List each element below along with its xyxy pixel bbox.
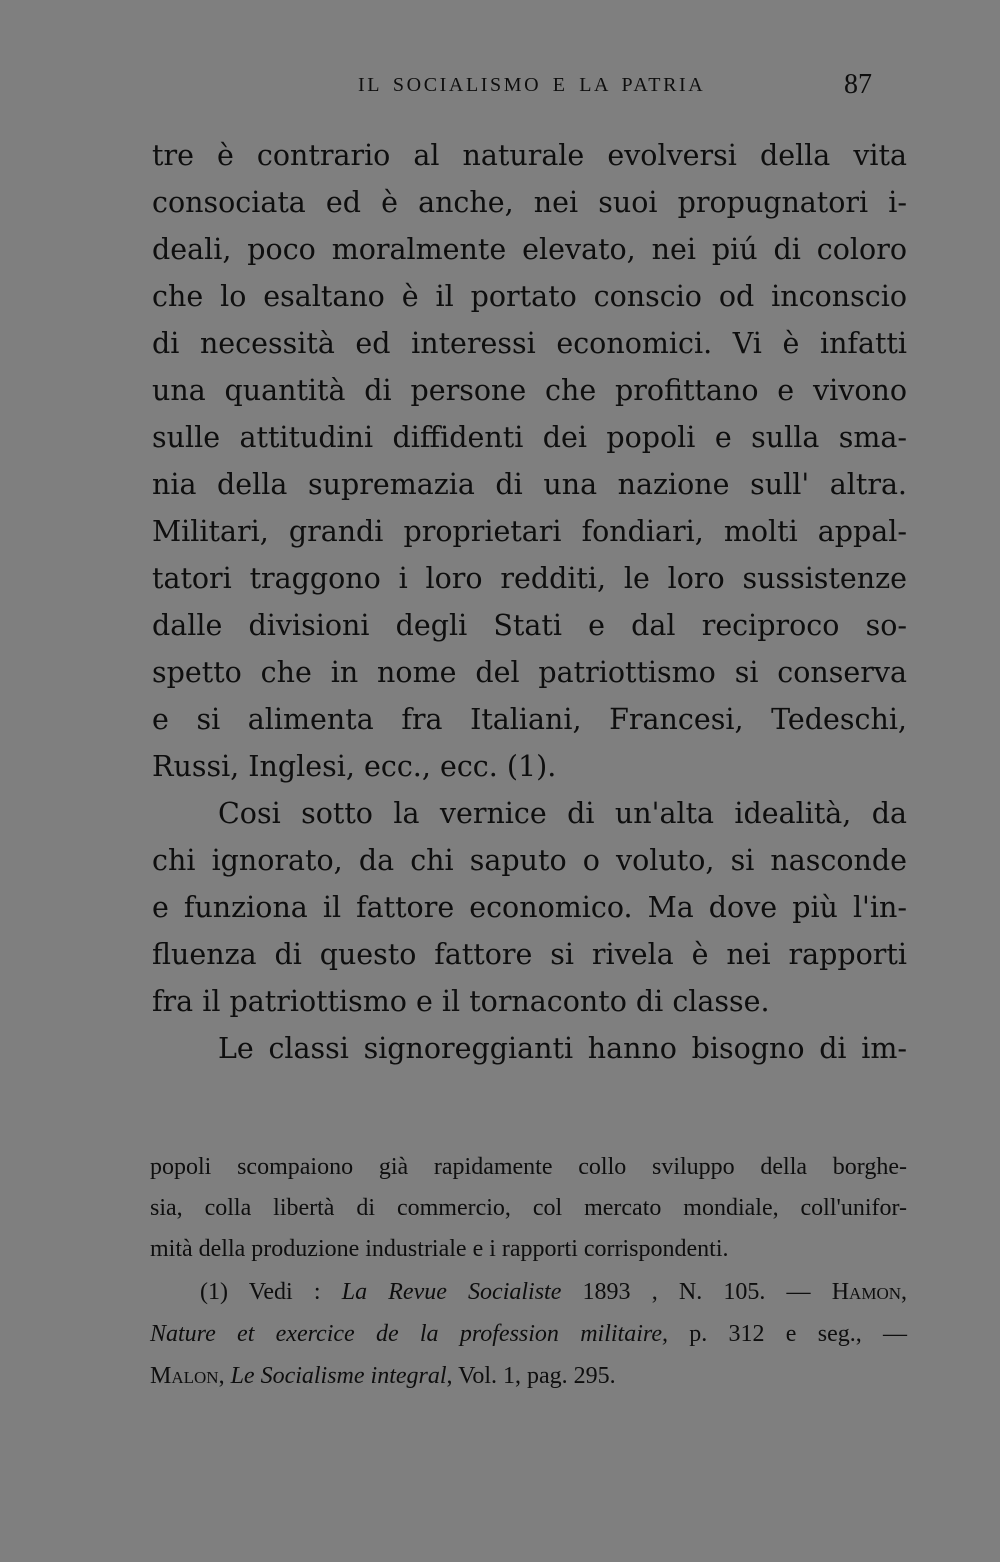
body-line: e si alimenta fra Italiani, Francesi, Tedeschi, xyxy=(152,703,907,736)
body-line: una quantità di persone che profittano e vivono xyxy=(152,374,907,407)
body-line: fra il patriottismo e il tornaconto di classe. xyxy=(152,985,770,1018)
body-line: chi ignorato, da chi saputo o voluto, si nasconde xyxy=(152,844,907,877)
body-line: Cosi sotto la vernice di un'alta idealità, da xyxy=(218,797,907,830)
body-line: dalle divisioni degli Stati e dal reciproco so- xyxy=(152,609,907,642)
citation-text: , Vol. 1, pag. 295. xyxy=(446,1363,616,1389)
footnote-1-line xyxy=(200,1274,907,1310)
body-line: tatori traggono i loro redditi, le loro sussistenze xyxy=(152,562,907,595)
body-line: sulle attitudini diffidenti dei popoli e sulla sma- xyxy=(152,421,907,454)
citation-text: p. 312 e seg., — xyxy=(667,1321,907,1347)
footnote-marker-text: (1) Vedi : xyxy=(200,1279,342,1305)
footnote-1-line xyxy=(150,1316,907,1352)
body-line: di necessità ed interessi economici. Vi è infatti xyxy=(152,327,907,360)
body-line: spetto che in nome del patriottismo si conserva xyxy=(152,656,907,689)
journal-title: La Revue Socialiste xyxy=(341,1279,562,1305)
body-line: che lo esaltano è il portato conscio od inconscio xyxy=(152,280,907,313)
citation-text: , xyxy=(218,1363,231,1389)
body-line: Militari, grandi proprietari fondiari, molti appal- xyxy=(152,515,907,548)
book-title: Nature et exercice de la profession militaire, xyxy=(150,1321,668,1347)
author-name: Hamon xyxy=(831,1279,901,1305)
body-line: Le classi signoreggianti hanno bisogno di im- xyxy=(218,1032,907,1065)
body-line: fluenza di questo fattore si rivela è nei rapporti xyxy=(152,938,907,971)
page-number: 87 xyxy=(844,69,872,100)
footnote-continuation-line: popoli scompaiono già rapidamente collo sviluppo della borghe- xyxy=(150,1154,907,1180)
footnote-continuation-line: mità della produzione industriale e i rapporti corrispondenti. xyxy=(150,1236,729,1262)
running-head xyxy=(0,60,1000,110)
running-title: IL SOCIALISMO E LA PATRIA xyxy=(358,74,706,96)
citation-text: , xyxy=(901,1279,907,1305)
footnote-1-line xyxy=(150,1358,907,1394)
body-line: consociata ed è anche, nei suoi propugnatori i- xyxy=(152,186,907,219)
body-line: Russi, Inglesi, ecc., ecc. (1). xyxy=(152,750,557,783)
body-line: tre è contrario al naturale evolversi della vita xyxy=(152,139,907,172)
author-name: Malon xyxy=(150,1363,219,1389)
body-line: e funziona il fattore economico. Ma dove più l'in- xyxy=(152,891,907,924)
footnote-continuation-line: sia, colla libertà di commercio, col mercato mondiale, coll'unifor- xyxy=(150,1195,907,1221)
citation-text: 1893 , N. 105. — xyxy=(561,1279,832,1305)
body-line: nia della supremazia di una nazione sull' altra. xyxy=(152,468,907,501)
book-title: Le Socialisme integral xyxy=(230,1363,447,1389)
body-line: deali, poco moralmente elevato, nei piú di coloro xyxy=(152,233,907,266)
